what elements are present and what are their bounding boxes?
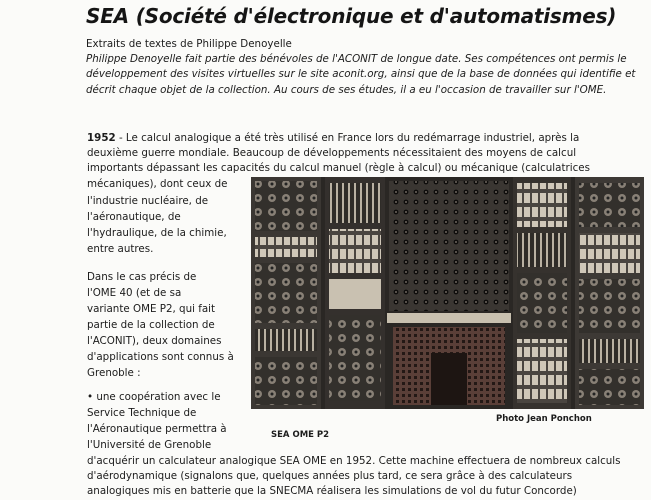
para3-line3: l'Aéronautique permettra à xyxy=(87,423,227,435)
para1-line7: l'hydraulique, de la chimie, xyxy=(87,227,227,239)
para3-line5: d'acquérir un calculateur analogique SEA OME en 1952. Cette machine effectuera de nombreux calculs xyxy=(87,455,621,467)
para1-line6: l'aéronautique, de xyxy=(87,211,181,223)
para3-line4: l'Université de Grenoble xyxy=(87,439,212,451)
para3-line2: Service Technique de xyxy=(87,407,197,419)
para3-line7: analogiques mis en batterie que la SNECMA réalisera les simulations de vol du futur Concorde) xyxy=(87,485,577,497)
para2-line7: Grenoble : xyxy=(87,367,141,379)
photo-caption: SEA OME P2 xyxy=(271,430,330,440)
author-line: Extraits de textes de Philippe Denoyelle xyxy=(86,38,292,50)
para3-line1: • une coopération avec le xyxy=(87,391,221,403)
page-title: SEA (Société d'électronique et d'automatismes) xyxy=(86,4,617,28)
para2-line2: l'OME 40 (et de sa xyxy=(87,287,182,299)
para1-line5: l'industrie nucléaire, de xyxy=(87,195,209,207)
para1-line2: deuxième guerre mondiale. Beaucoup de développements nécessitaient des moyens de calcul xyxy=(87,147,577,159)
para1-line1: 1952 - Le calcul analogique a été très utilisé en France lors du redémarrage industriel, après la xyxy=(87,132,580,144)
computer-photo xyxy=(251,177,644,409)
para1-line3: importants dépassant les capacités du calcul manuel (règle à calcul) ou mécanique (calculatrices xyxy=(87,162,590,174)
author-bio: Philippe Denoyelle fait partie des bénévoles de l'ACONIT de longue date. Ses compétences ont permis le développement des visites virtuelles sur le site aconit.org, ainsi que de la base de données qui identifie et décrit chaque objet de la collection. Au cours de ses études, il a eu l'occasion de travailler sur l'OME. xyxy=(86,53,636,96)
para2-line3: variante OME P2, qui fait xyxy=(87,303,216,315)
intro-block xyxy=(86,37,646,98)
para3-line6: d'aérodynamique (signalons que, quelques années plus tard, ce sera grâce à des calculateurs xyxy=(87,470,573,482)
year-label: 1952 xyxy=(87,132,116,144)
para1-line8: entre autres. xyxy=(87,243,154,255)
para2-line1: Dans le cas précis de xyxy=(87,271,197,283)
para2-line4: partie de la collection de xyxy=(87,319,215,331)
para2-line6: d'applications sont connus à xyxy=(87,351,234,363)
computer-illustration xyxy=(251,177,644,409)
para2-line5: l'ACONIT), deux domaines xyxy=(87,335,222,347)
photo-credit: Photo Jean Ponchon xyxy=(496,414,592,424)
para1-line4: mécaniques), dont ceux de xyxy=(87,178,228,190)
